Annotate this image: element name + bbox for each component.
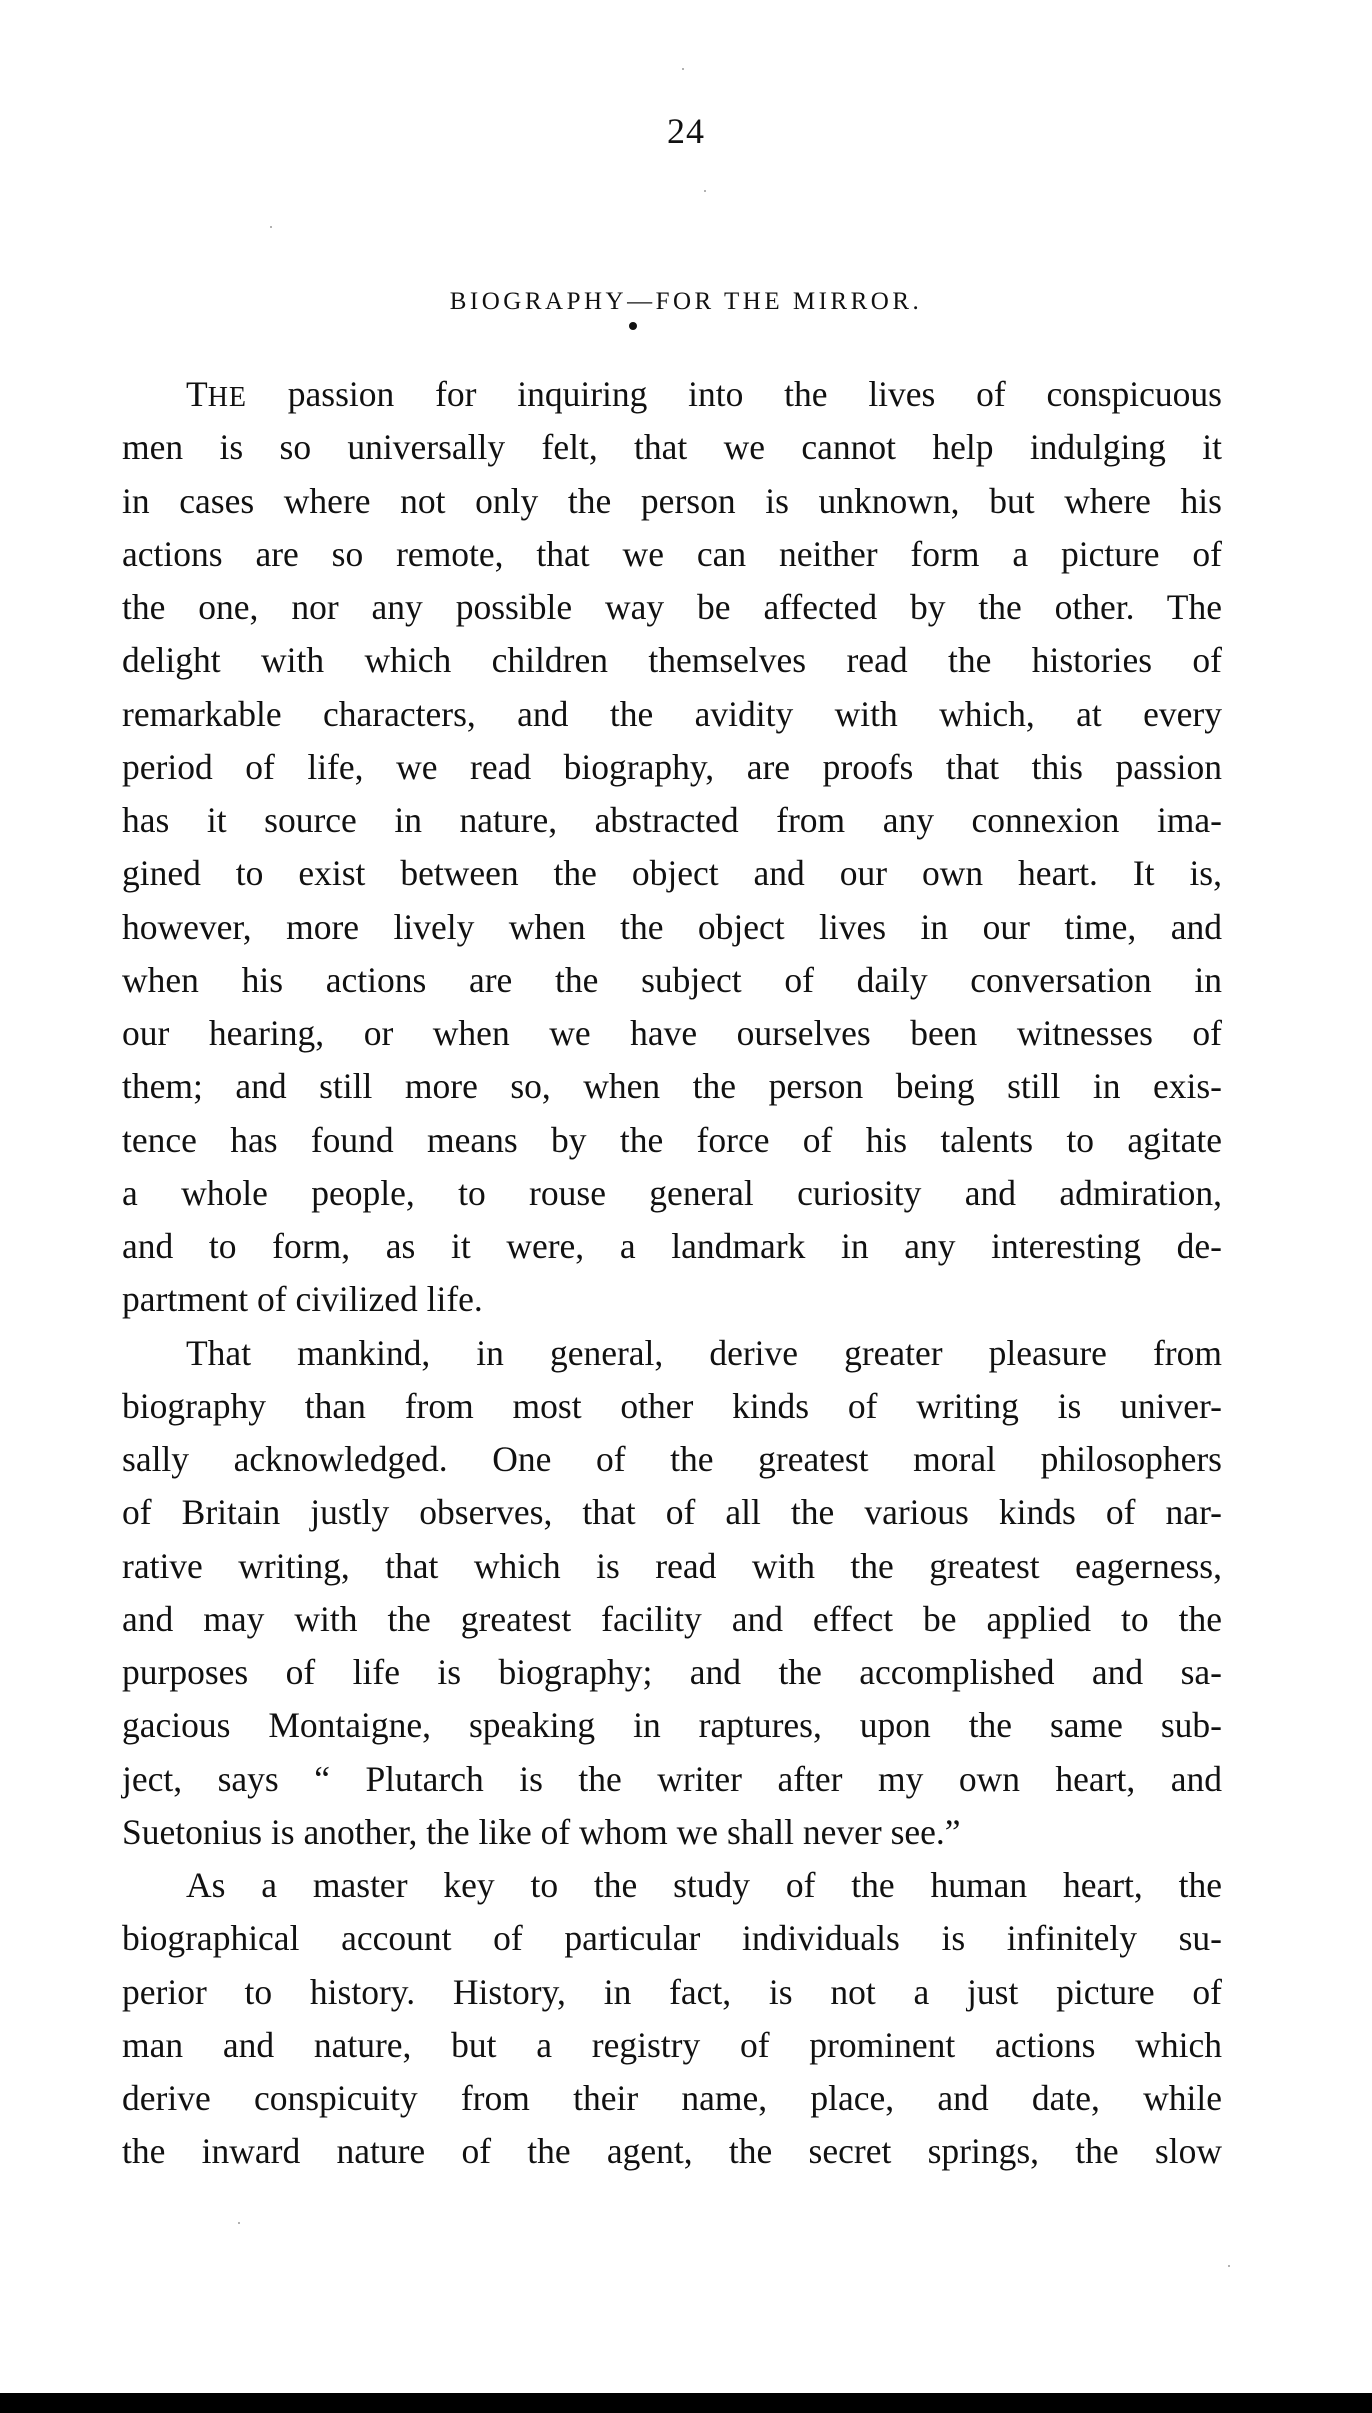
- text-line: actions are so remote, that we can neither form a picture of: [122, 533, 1222, 574]
- text-line: the one, nor any possible way be affected by the other. The: [122, 587, 1222, 627]
- article-body: [122, 368, 1222, 2179]
- text-line: and may with the greatest facility and effect be applied to the: [122, 1598, 1222, 1639]
- paper-speck: [238, 2222, 240, 2224]
- text-line: gacious Montaigne, speaking in raptures, upon the same sub-: [122, 1705, 1222, 1746]
- text-line: ject, says “ Plutarch is the writer after my own heart, and: [122, 1758, 1222, 1799]
- text-line: the inward nature of the agent, the secret springs, the slow: [122, 2131, 1222, 2172]
- text-line: perior to history. History, in fact, is not a just picture of: [122, 1971, 1222, 2012]
- text-line: men is so universally felt, that we cannot help indulging it: [122, 427, 1222, 468]
- text-line: period of life, we read biography, are proofs that this passion: [122, 746, 1222, 787]
- text-line: purposes of life is biography; and the accomplished and sa-: [122, 1652, 1222, 1692]
- text-line: derive conspicuity from their name, place, and date, while: [122, 2078, 1222, 2118]
- bottom-border-bar: [0, 2393, 1372, 2413]
- article-title: BIOGRAPHY—FOR THE MIRROR.: [449, 288, 923, 315]
- text-line: Suetonius is another, the like of whom we shall never see.”: [122, 1811, 961, 1852]
- text-line: and to form, as it were, a landmark in any interesting de-: [122, 1226, 1222, 1266]
- text-line: them; and still more so, when the person being still in exis-: [122, 1066, 1222, 1107]
- title-ornament-dot: [629, 322, 637, 330]
- first-line-rest: passion for inquiring into the lives of conspicuous: [247, 374, 1222, 414]
- paper-speck: [1228, 2265, 1230, 2267]
- small-caps-initial: T: [186, 374, 208, 414]
- small-caps-rest: HE: [207, 382, 248, 413]
- text-line: [122, 368, 1222, 421]
- text-line: partment of civilized life.: [122, 1279, 483, 1320]
- text-line: As a master key to the study of the human heart, the: [186, 1865, 1222, 1905]
- text-line: tence has found means by the force of his talents to agitate: [122, 1119, 1222, 1160]
- text-line: sally acknowledged. One of the greatest moral philosophers: [122, 1439, 1222, 1479]
- text-line: biography than from most other kinds of writing is univer-: [122, 1385, 1222, 1426]
- text-line: in cases where not only the person is unknown, but where his: [122, 480, 1222, 521]
- text-line: That mankind, in general, derive greater pleasure from: [186, 1332, 1222, 1373]
- text-line: our hearing, or when we have ourselves been witnesses of: [122, 1013, 1222, 1053]
- text-line: rative writing, that which is read with the greatest eagerness,: [122, 1545, 1222, 1586]
- paper-speck: [704, 190, 706, 192]
- page-number: 24: [667, 111, 705, 151]
- text-line: delight with which children themselves read the histories of: [122, 640, 1222, 681]
- text-line: biographical account of particular individuals is infinitely su-: [122, 1918, 1222, 1959]
- text-line: of Britain justly observes, that of all the various kinds of nar-: [122, 1492, 1222, 1533]
- paper-speck: [682, 68, 684, 70]
- text-line: however, more lively when the object lives in our time, and: [122, 906, 1222, 947]
- small-caps-opening: [186, 374, 247, 414]
- text-line: gined to exist between the object and our own heart. It is,: [122, 853, 1222, 894]
- paper-speck: [270, 226, 272, 228]
- text-line: a whole people, to rouse general curiosity and admiration,: [122, 1172, 1222, 1213]
- text-line: has it source in nature, abstracted from any connexion ima-: [122, 800, 1222, 840]
- text-line: when his actions are the subject of daily conversation in: [122, 959, 1222, 1000]
- text-line: remarkable characters, and the avidity with which, at every: [122, 693, 1222, 734]
- text-line: man and nature, but a registry of prominent actions which: [122, 2024, 1222, 2065]
